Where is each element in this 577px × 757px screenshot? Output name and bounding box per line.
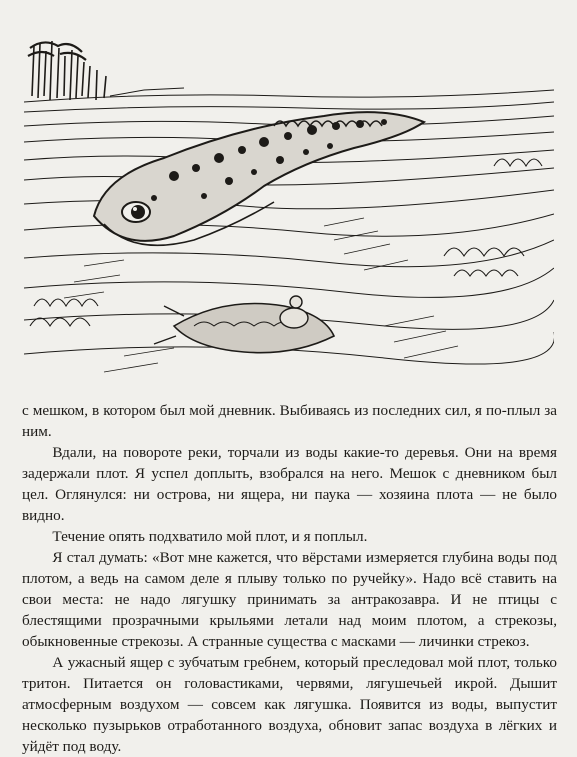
splash-foam xyxy=(30,159,542,326)
paragraph-3: Течение опять подхватило мой плот, и я поплыл. xyxy=(52,528,368,545)
illustration-drawing xyxy=(24,26,554,388)
raft-with-traveler xyxy=(154,296,334,353)
distant-trees xyxy=(28,41,184,100)
paragraph-2: Вдали, на повороте реки, торчали из воды какие-то деревья. Они на время задержали плот. Я успел доплыть, взобрался на него. Мешок с дневником был цел. Оглянулся: ни острова, ни ящера, ни паука — хозяина плота — не было видно. xyxy=(22,444,557,524)
page-text xyxy=(22,400,557,757)
newt-raft-illustration xyxy=(24,26,554,388)
paragraph-4: Я стал думать: «Вот мне кажется, что вёрстами измеряется глубина воды под плотом, а ведь на самом деле я плыву только по ручейку». Надо всё ставить на свои места: не надо лягушку принимать за антракозавра. И не птицы с блестящими прозрачными крыльями летали над моим плотом, а стрекозы, обыкновенные стрекозы. А странные существа с масками — личинки стрекоз. xyxy=(22,549,557,650)
paragraph-5: А ужасный ящер с зубчатым гребнем, который преследовал мой плот, только тритон. Питается он головастиками, червями, лягушечьей икрой. Дышит атмосферным воздухом — совсем как лягушка. Появится из воды, выпустит несколько пузырьков отработанного воздуха, обновит запас воздуха в лёгких и уйдёт под воду. xyxy=(22,654,557,755)
newt xyxy=(94,112,424,245)
paragraph-1: с мешком, в котором был мой дневник. Выбиваясь из последних сил, я по-плыл за ним. xyxy=(22,402,557,440)
